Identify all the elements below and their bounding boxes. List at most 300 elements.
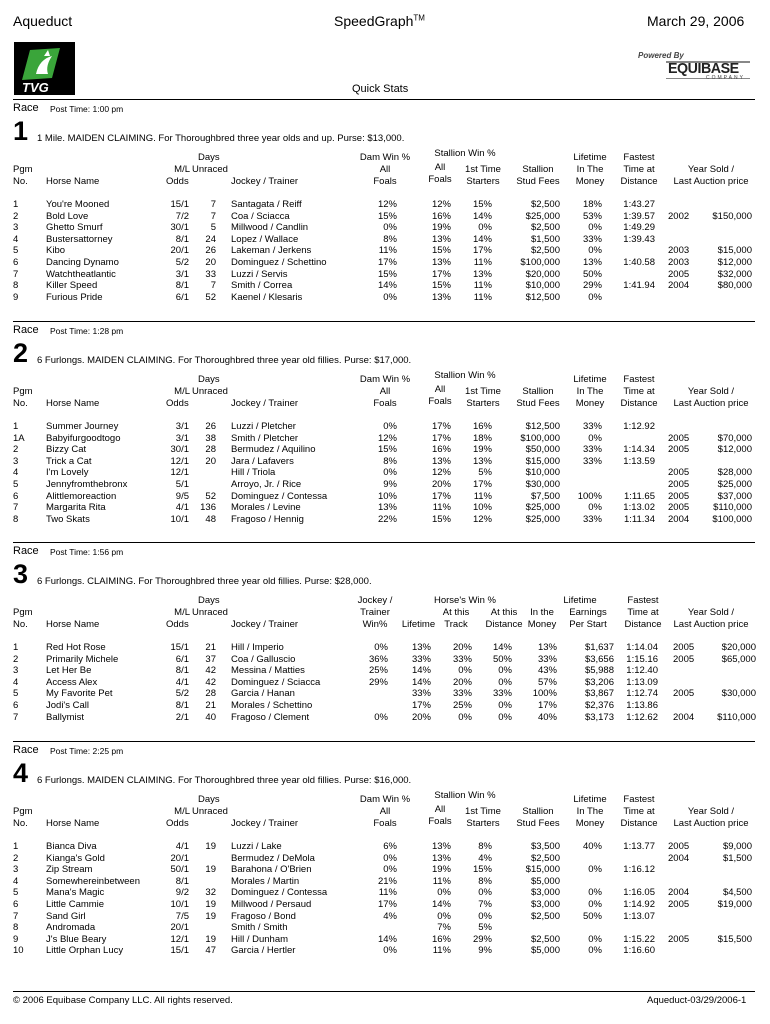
table-cell: 40% <box>537 711 557 723</box>
table-row <box>0 841 770 853</box>
header-odds: Odds <box>166 176 189 187</box>
table-cell: 47 <box>205 945 216 957</box>
header-dam-win: Dam Win % <box>359 374 411 385</box>
table-cell: 48 <box>205 513 216 525</box>
table-cell: $80,000 <box>717 280 752 292</box>
header-in-money: In the <box>530 607 554 618</box>
table-cell: My Favorite Pet <box>46 688 113 700</box>
header-stud-fee: Stallion <box>522 164 554 175</box>
table-cell: $3,000 <box>530 887 560 899</box>
header-dam-all: All <box>379 164 391 175</box>
table-cell: 26 <box>205 245 216 257</box>
table-cell: 19 <box>205 864 216 876</box>
table-cell: 13% <box>431 257 451 268</box>
header-money: Money <box>575 398 605 409</box>
table-cell: 7% <box>437 922 451 934</box>
header-stallion-all: All <box>434 384 446 395</box>
table-cell: $20,000 <box>721 642 756 653</box>
table-cell: 30/1 <box>170 222 189 234</box>
table-cell: $15,000 <box>717 245 752 257</box>
header-jockey-trainer: Jockey / Trainer <box>231 176 299 187</box>
table-cell: 53% <box>582 210 602 222</box>
table-cell: 19 <box>205 841 216 852</box>
table-row <box>0 269 770 281</box>
header-lifetime: Lifetime <box>573 794 607 805</box>
table-cell: 17% <box>472 245 492 257</box>
table-cell: Luzzi / Servis <box>231 268 288 280</box>
header-stud-fee: Stallion <box>522 806 554 817</box>
table-cell: Access Alex <box>46 676 98 688</box>
table-cell: 11% <box>432 945 451 957</box>
header-horse-name: Horse Name <box>46 176 100 187</box>
table-cell: 0% <box>498 711 512 723</box>
table-cell: 0% <box>478 910 492 922</box>
table-cell: 8/1 <box>175 700 189 711</box>
table-cell: Sand Girl <box>46 910 86 922</box>
table-cell: 3/1 <box>175 268 189 280</box>
table-cell: J's Blue Beary <box>46 933 107 945</box>
table-cell: 20% <box>452 676 472 688</box>
table-cell: Bizzy Cat <box>46 444 87 456</box>
header-jockey-trainer: Jockey / Trainer <box>231 398 299 409</box>
table-cell: 1:11.65 <box>624 490 655 502</box>
table-cell: Primarily Michele <box>46 653 119 665</box>
table-cell: Let Her Be <box>46 665 92 677</box>
table-cell: 2005 <box>673 688 695 700</box>
table-cell: 21 <box>205 642 216 653</box>
table-cell: 33% <box>582 421 602 432</box>
table-cell: 0% <box>383 222 397 234</box>
header-distance: Distance <box>620 398 658 409</box>
table-cell: 12/1 <box>170 455 189 467</box>
header-stud-fee: Stallion <box>522 386 554 397</box>
table-cell: 19% <box>431 222 451 234</box>
table-cell: 40 <box>205 711 216 723</box>
table-cell: $5,000 <box>530 945 560 957</box>
table-cell: 1:13.02 <box>623 502 655 514</box>
header-no: No. <box>13 398 28 409</box>
header-auction-price: Last Auction price <box>673 398 749 409</box>
table-cell: Zip Stream <box>46 864 93 876</box>
table-cell: 8% <box>478 841 492 852</box>
table-cell: $3,500 <box>530 841 560 852</box>
table-cell: $70,000 <box>717 432 752 444</box>
table-cell: 20/1 <box>170 922 189 934</box>
table-cell: 0% <box>588 933 602 945</box>
table-cell: 43% <box>537 665 557 677</box>
header-days: Days <box>198 374 220 385</box>
page-identifier: Aqueduct-03/29/2006-1 <box>647 995 747 1006</box>
table-cell: $2,500 <box>530 933 560 945</box>
table-cell: 2005 <box>668 502 690 514</box>
header-stallion-first: 1st Time <box>465 164 501 175</box>
table-cell: 5 <box>13 245 19 257</box>
race-label: Race <box>13 744 39 756</box>
table-cell: Dominguez / Sciacca <box>231 676 321 688</box>
table-cell: 13% <box>582 257 602 268</box>
table-row <box>0 665 770 677</box>
table-cell: 5 <box>13 887 19 899</box>
table-cell: 33% <box>492 688 512 700</box>
table-row <box>0 876 770 888</box>
table-cell: Babyifurgoodtogo <box>46 432 121 444</box>
header-dam-all: All <box>379 806 391 817</box>
table-cell: 19% <box>431 864 451 876</box>
table-cell: 50/1 <box>170 864 189 876</box>
table-cell: 17% <box>472 479 492 490</box>
table-cell: 6 <box>13 899 19 910</box>
table-cell: 15% <box>472 199 492 210</box>
table-cell: 0% <box>588 432 602 444</box>
header-pgm: Pgm <box>13 164 33 175</box>
table-cell: $100,000 <box>712 513 752 525</box>
table-cell: 37 <box>205 653 216 665</box>
table-cell: 7/2 <box>175 210 189 222</box>
table-row <box>0 712 770 724</box>
table-cell: 10% <box>472 502 492 514</box>
table-cell: 13% <box>537 642 557 653</box>
table-cell: $3,206 <box>584 676 614 688</box>
table-cell: 1:13.59 <box>623 455 655 467</box>
table-cell: 42 <box>205 665 216 677</box>
table-cell: 18% <box>472 432 492 444</box>
table-cell: 15% <box>431 513 451 525</box>
table-cell: Red Hot Rose <box>46 642 106 653</box>
header-pgm: Pgm <box>13 806 33 817</box>
table-cell: 1:41.94 <box>623 280 655 292</box>
table-cell: 1:14.92 <box>623 899 655 910</box>
table-cell: 2 <box>13 210 19 222</box>
table-cell: 16% <box>431 210 451 222</box>
header-unraced: Unraced <box>192 806 228 817</box>
table-cell: 11% <box>473 291 492 303</box>
table-cell: 13% <box>411 642 431 653</box>
table-cell: 8/1 <box>175 280 189 292</box>
table-cell: 2005 <box>668 479 690 490</box>
table-cell: 1:16.60 <box>623 945 655 957</box>
header-distance: Distance <box>624 619 662 630</box>
tvg-logo <box>14 42 75 95</box>
table-cell: 30/1 <box>170 444 189 456</box>
table-row <box>0 444 770 456</box>
table-cell: 15% <box>377 268 397 280</box>
table-cell: $19,000 <box>717 899 752 910</box>
table-row <box>0 211 770 223</box>
header-stallion-first: 1st Time <box>465 806 501 817</box>
table-cell: 1:13.86 <box>626 700 658 711</box>
table-cell: 20/1 <box>170 852 189 864</box>
table-cell: 57% <box>537 676 557 688</box>
table-cell: $100,000 <box>520 432 560 444</box>
table-cell: 13% <box>431 233 451 245</box>
header-earnings: Earnings <box>569 607 607 618</box>
equibase-company-label: COMPANY <box>706 75 745 81</box>
header-year-sold: Year Sold / <box>687 607 735 618</box>
table-cell: 15/1 <box>170 642 189 653</box>
table-cell: 7 <box>13 711 19 723</box>
table-cell: 3 <box>13 222 19 234</box>
table-cell: 1:14.04 <box>626 642 658 653</box>
table-cell: 12% <box>377 199 397 210</box>
table-cell: 1:12.62 <box>626 711 658 723</box>
table-cell: 1:11.34 <box>624 513 655 525</box>
table-cell: Fragoso / Bond <box>231 910 296 922</box>
table-cell: 28 <box>205 444 216 456</box>
header-pgm: Pgm <box>13 607 33 618</box>
table-cell: 15% <box>431 280 451 292</box>
table-cell: $30,000 <box>721 688 756 700</box>
table-cell: 17% <box>377 257 397 268</box>
table-row <box>0 864 770 876</box>
table-cell: 21 <box>205 700 216 711</box>
table-row <box>0 514 770 526</box>
table-cell: 1:49.29 <box>623 222 655 234</box>
table-cell: 9/5 <box>175 490 189 502</box>
header-stallion-win: Stallion Win % <box>434 148 496 159</box>
header-jockey-trainer: Jockey / Trainer <box>231 818 299 829</box>
table-cell: 12% <box>472 513 492 525</box>
table-cell: Morales / Levine <box>231 502 301 514</box>
table-cell: 14% <box>472 210 492 222</box>
table-cell: 8 <box>13 280 19 292</box>
table-cell: 33% <box>582 233 602 245</box>
table-cell: 2004 <box>668 887 690 899</box>
table-cell: 5% <box>478 467 492 479</box>
table-cell: 6% <box>383 841 397 852</box>
table-cell: 8/1 <box>175 875 189 887</box>
table-cell: 42 <box>205 676 216 688</box>
table-cell: 1:40.58 <box>623 257 655 268</box>
table-cell: $2,500 <box>530 199 560 210</box>
table-cell: $110,000 <box>717 711 756 723</box>
table-cell: 20 <box>205 257 216 268</box>
header-ml: M/L <box>174 806 190 817</box>
header-horse-name: Horse Name <box>46 398 100 409</box>
table-cell: $2,500 <box>530 245 560 257</box>
table-cell: 17% <box>537 700 557 711</box>
table-cell: 0% <box>588 291 602 303</box>
table-cell: 8% <box>478 875 492 887</box>
table-cell: 5% <box>478 922 492 934</box>
table-cell: 16% <box>472 421 492 432</box>
table-row <box>0 257 770 269</box>
header-jt-win: Jockey / <box>357 595 393 606</box>
table-cell: Bermudez / Aquilino <box>231 444 316 456</box>
table-cell: Smith / Smith <box>231 922 288 934</box>
table-cell: 52 <box>205 291 216 303</box>
table-row <box>0 853 770 865</box>
table-cell: Garcia / Hanan <box>231 688 295 700</box>
table-cell: Bianca Diva <box>46 841 97 852</box>
table-cell: 19 <box>205 899 216 910</box>
table-cell: 3/1 <box>175 421 189 432</box>
table-cell: $12,500 <box>525 291 560 303</box>
table-cell: 1 <box>13 199 19 210</box>
table-cell: 5/2 <box>175 688 189 700</box>
equibase-wordmark: EQUIBASE <box>668 60 739 77</box>
table-row <box>0 899 770 911</box>
table-cell: 1:39.57 <box>623 210 655 222</box>
table-cell: 52 <box>205 490 216 502</box>
table-cell: 12/1 <box>170 933 189 945</box>
table-cell: Jara / Lafavers <box>231 455 294 467</box>
header-ml: M/L <box>174 607 190 618</box>
post-time: Post Time: 1:00 pm <box>50 104 124 114</box>
table-cell: 0% <box>458 711 472 723</box>
table-cell: 22% <box>377 513 397 525</box>
table-cell: 2 <box>13 444 19 456</box>
header-time-at: Time at <box>623 386 655 397</box>
table-cell: 1:14.34 <box>623 444 655 456</box>
table-cell: $20,000 <box>525 268 560 280</box>
table-row <box>0 467 770 479</box>
table-row <box>0 887 770 899</box>
table-cell: 11% <box>378 887 397 899</box>
table-cell: 2004 <box>673 711 695 723</box>
table-cell: 7/5 <box>175 910 189 922</box>
table-cell: 33% <box>582 444 602 456</box>
table-cell: 2005 <box>668 432 690 444</box>
table-cell: 2004 <box>668 513 690 525</box>
table-row <box>0 199 770 211</box>
table-cell: $25,000 <box>717 479 752 490</box>
table-cell: $37,000 <box>717 490 752 502</box>
table-cell: 2004 <box>668 852 690 864</box>
header-dam-foals: Foals <box>373 818 397 829</box>
table-row <box>0 222 770 234</box>
table-cell: Messina / Matties <box>231 665 305 677</box>
table-cell: Little Orphan Lucy <box>46 945 124 957</box>
table-cell: 36% <box>368 653 388 665</box>
table-cell: 2 <box>13 852 19 864</box>
header-no: No. <box>13 619 28 630</box>
table-cell: 17% <box>377 899 397 910</box>
table-cell: 0% <box>437 910 451 922</box>
header-ml: M/L <box>174 386 190 397</box>
table-cell: $5,000 <box>530 875 560 887</box>
table-cell: 0% <box>383 864 397 876</box>
table-cell: Alittlemoreaction <box>46 490 117 502</box>
table-cell: 1:13.07 <box>623 910 655 922</box>
table-cell: 14% <box>431 899 451 910</box>
table-cell: 13% <box>431 455 451 467</box>
table-cell: $110,000 <box>713 502 752 514</box>
table-cell: Dominguez / Schettino <box>231 257 327 268</box>
table-cell: 100% <box>532 688 557 700</box>
table-cell: 4 <box>13 467 19 479</box>
table-cell: $32,000 <box>717 268 752 280</box>
header-odds: Odds <box>166 818 189 829</box>
header-auction-price: Last Auction price <box>673 818 749 829</box>
header-at-distance: At this <box>490 607 518 618</box>
trademark: TM <box>413 13 425 23</box>
table-cell: 6 <box>13 490 19 502</box>
table-cell: 9% <box>478 945 492 957</box>
table-cell: 8% <box>383 233 397 245</box>
table-cell: Summer Journey <box>46 421 119 432</box>
table-cell: 29% <box>472 933 492 945</box>
header-stallion-win: Stallion Win % <box>434 370 496 381</box>
table-cell: 0% <box>383 852 397 864</box>
quick-stats-label: Quick Stats <box>352 83 409 95</box>
table-cell: 33% <box>582 455 602 467</box>
header-in-the: In The <box>576 164 604 175</box>
header-fastest: Fastest <box>623 374 655 385</box>
table-cell: 2002 <box>668 210 690 222</box>
table-cell: 2004 <box>668 280 690 292</box>
header-unraced: Unraced <box>192 607 228 618</box>
table-cell: 14% <box>411 676 431 688</box>
table-cell: $25,000 <box>525 513 560 525</box>
table-row <box>0 234 770 246</box>
table-cell: 33% <box>537 653 557 665</box>
table-cell: $12,000 <box>717 257 752 268</box>
table-cell: 0% <box>498 676 512 688</box>
table-cell: 1 <box>13 642 19 653</box>
table-cell: $25,000 <box>525 502 560 514</box>
table-cell: 4/1 <box>175 502 189 514</box>
table-cell: Smith / Correa <box>231 280 293 292</box>
table-cell: Lopez / Wallace <box>231 233 299 245</box>
header-auction-price: Last Auction price <box>673 619 749 630</box>
table-cell: 50% <box>492 653 512 665</box>
header-year-sold: Year Sold / <box>687 386 735 397</box>
table-cell: 9 <box>13 291 19 303</box>
table-cell: Fragoso / Hennig <box>231 513 304 525</box>
header-stallion-starters: Starters <box>466 398 500 409</box>
table-cell: 8 <box>13 513 19 525</box>
table-cell: 1:16.05 <box>623 887 655 899</box>
table-cell: 2005 <box>668 444 690 456</box>
header-stallion-all: All <box>434 804 446 815</box>
table-cell: 10% <box>377 490 397 502</box>
table-cell: 0% <box>588 899 602 910</box>
table-cell: 19 <box>205 910 216 922</box>
race-description: 6 Furlongs. CLAIMING. For Thoroughbred three year old fillies. Purse: $28,000. <box>37 576 372 587</box>
table-cell: $15,500 <box>717 933 752 945</box>
table-cell: 12% <box>431 199 451 210</box>
table-cell: 100% <box>577 490 602 502</box>
race-description: 6 Furlongs. MAIDEN CLAIMING. For Thoroughbred three year old fillies. Purse: $17,000. <box>37 355 412 366</box>
table-cell: $15,000 <box>525 864 560 876</box>
table-row <box>0 934 770 946</box>
table-cell: 4 <box>13 676 19 688</box>
table-cell: 8/1 <box>175 233 189 245</box>
table-cell: 8% <box>383 455 397 467</box>
table-cell: Millwood / Candlin <box>231 222 309 234</box>
table-cell: 0% <box>498 665 512 677</box>
table-cell: 3 <box>13 455 19 467</box>
race-description: 6 Furlongs. MAIDEN CLAIMING. For Thoroughbred three year old fillies. Purse: $16,000. <box>37 775 412 786</box>
table-cell: 7 <box>13 910 19 922</box>
table-cell: Luzzi / Pletcher <box>231 421 296 432</box>
table-cell: Fragoso / Clement <box>231 711 310 723</box>
table-row <box>0 677 770 689</box>
header-year-sold: Year Sold / <box>687 164 735 175</box>
table-cell: 4% <box>383 910 397 922</box>
header-unraced: Unraced <box>192 164 228 175</box>
post-time: Post Time: 2:25 pm <box>50 746 124 756</box>
header-year-sold: Year Sold / <box>687 806 735 817</box>
table-cell: Coa / Sciacca <box>231 210 290 222</box>
header-stud-fees: Stud Fees <box>516 176 560 187</box>
table-cell: 17% <box>431 490 451 502</box>
table-cell: 9% <box>383 479 397 490</box>
table-cell: 0% <box>383 421 397 432</box>
table-cell: $1,500 <box>722 852 752 864</box>
table-cell: 1 <box>13 421 19 432</box>
table-cell: 15% <box>377 444 397 456</box>
